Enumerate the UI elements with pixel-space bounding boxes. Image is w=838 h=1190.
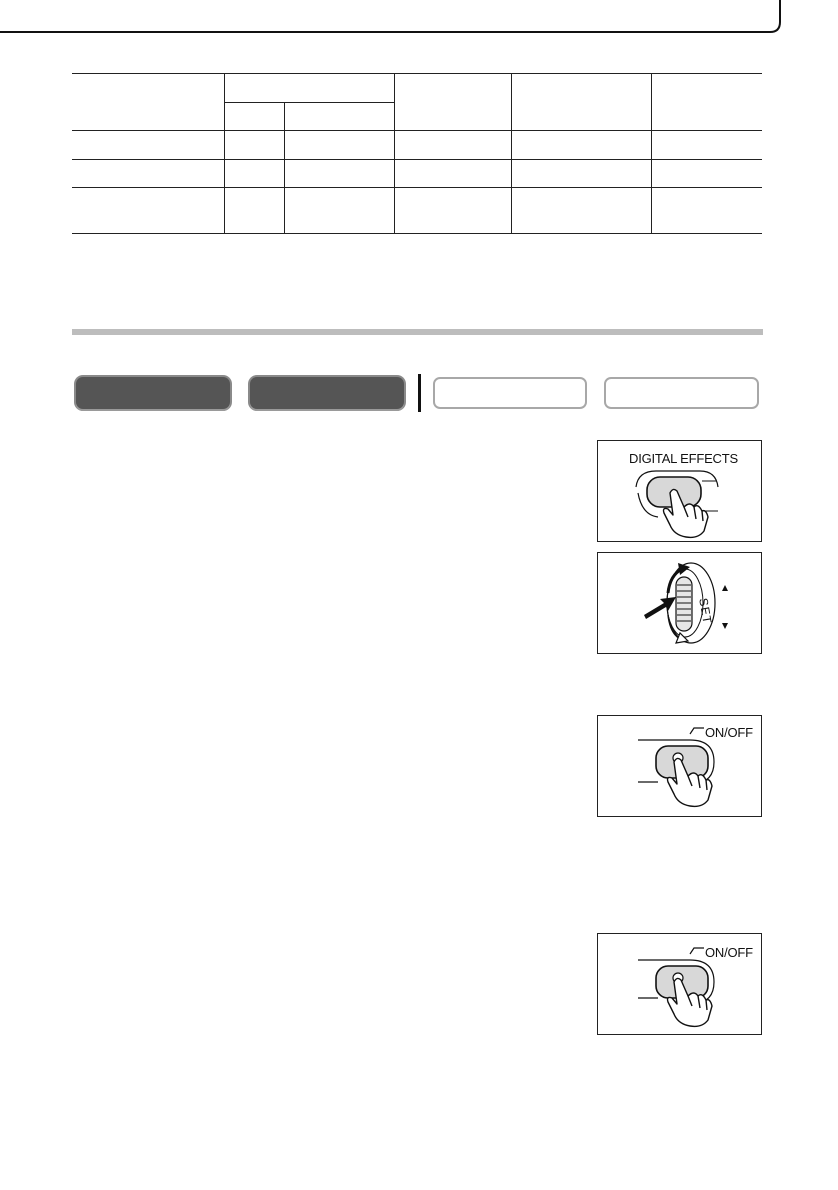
digital-effects-illustration bbox=[597, 440, 762, 542]
table-column-divider bbox=[224, 73, 225, 234]
digital-effects-button-icon bbox=[598, 441, 763, 543]
on-off-illustration-2 bbox=[597, 933, 762, 1035]
on-off-label: ON/OFF bbox=[705, 725, 753, 740]
digital-effects-label: DIGITAL EFFECTS bbox=[629, 451, 738, 466]
mode-tab-1[interactable] bbox=[76, 377, 230, 409]
table-rule bbox=[72, 159, 762, 160]
on-off-button-icon bbox=[598, 934, 763, 1036]
table-rule bbox=[72, 130, 762, 131]
table-column-divider bbox=[284, 102, 285, 234]
table-rule bbox=[72, 187, 762, 188]
set-dial-illustration bbox=[597, 552, 762, 654]
mode-tab-2[interactable] bbox=[250, 377, 404, 409]
on-off-button-icon bbox=[598, 716, 763, 818]
table-rule-top bbox=[72, 73, 762, 74]
mode-tab-4[interactable] bbox=[604, 377, 759, 409]
cut-line-icon bbox=[0, 0, 838, 40]
selector-dial-icon bbox=[598, 553, 763, 655]
on-off-label: ON/OFF bbox=[705, 945, 753, 960]
on-off-illustration-1 bbox=[597, 715, 762, 817]
table-rule-bottom bbox=[72, 233, 762, 234]
table-column-divider bbox=[511, 73, 512, 234]
section-divider bbox=[72, 329, 763, 335]
mode-tab-separator bbox=[418, 374, 421, 412]
set-label: SET bbox=[696, 597, 715, 626]
mode-tab-3[interactable] bbox=[433, 377, 587, 409]
specification-table bbox=[72, 73, 762, 234]
table-column-divider bbox=[394, 73, 395, 234]
table-subheader-rule bbox=[224, 102, 394, 103]
table-column-divider bbox=[651, 73, 652, 234]
